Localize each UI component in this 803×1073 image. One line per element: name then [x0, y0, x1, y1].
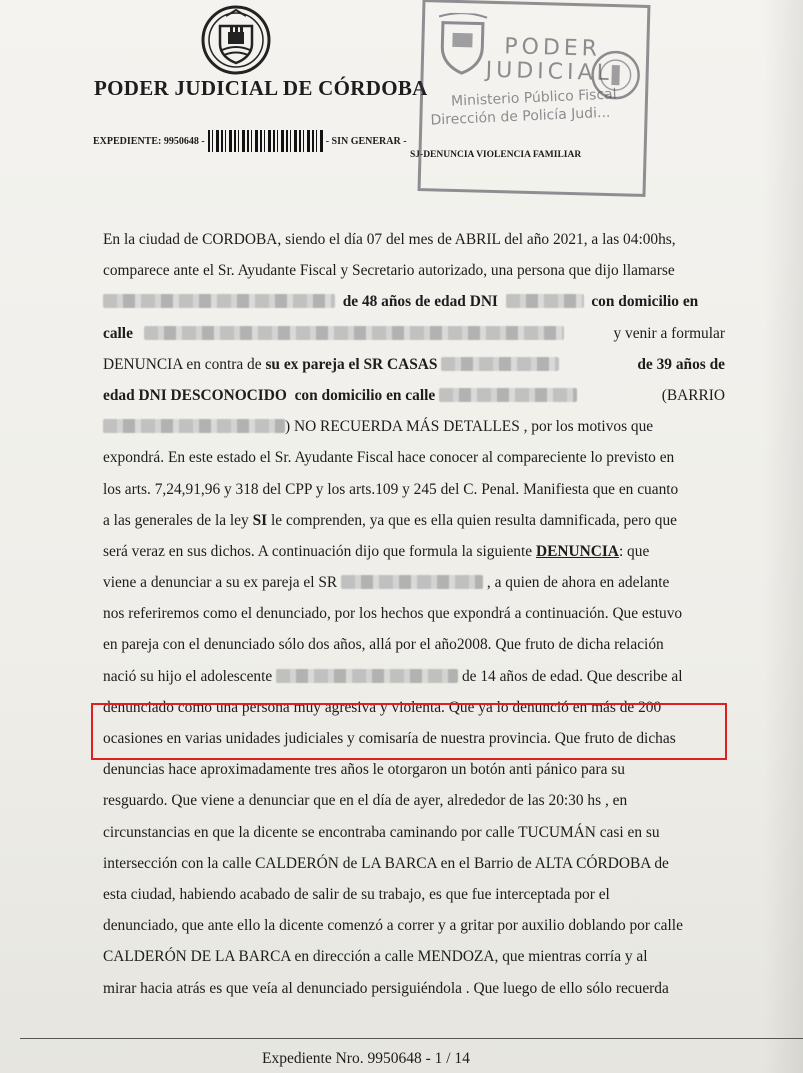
body-line: expondrá. En este estado el Sr. Ayudante Fiscal hace conocer al compareciente lo previsto en: [103, 449, 675, 467]
body-line: denuncias hace aproximadamente tres años le otorgaron un botón anti pánico para su: [103, 761, 625, 779]
expediente-type: SJ-DENUNCIA VIOLENCIA FAMILIAR: [410, 150, 582, 160]
redacted-name: [441, 357, 559, 371]
body-line: viene a denunciar a su ex pareja el SR , a quien de ahora en adelante: [103, 574, 670, 592]
stamp-emblem-icon: [434, 12, 492, 77]
stamp-line-3: Ministerio Público Fiscal: [450, 86, 617, 110]
expediente-status: - SIN GENERAR -: [325, 135, 407, 147]
cordoba-coat-of-arms-icon: [200, 4, 272, 76]
stamp-line-4: Dirección de Policía Judi...: [430, 104, 611, 129]
body-line: denunciado, que ante ello la dicente comenzó a correr y a gritar por auxilio doblando por calle: [103, 917, 683, 935]
body-line: intersección con la calle CALDERÓN de LA BARCA en el Barrio de ALTA CÓRDOBA de: [103, 854, 669, 872]
expediente-line: [93, 130, 407, 152]
highlight-box: [91, 703, 727, 760]
redacted-address: [439, 388, 577, 402]
body-line: esta ciudad, habiendo acabado de salir de su trabajo, es que fue interceptada por el: [103, 885, 610, 903]
body-line: CALDERÓN DE LA BARCA en dirección a calle MENDOZA, que mientras corría y al: [103, 948, 648, 966]
body-line: edad DNI DESCONOCIDO con domicilio en calle (BARRIO: [103, 386, 725, 404]
stamp-line-1: PODER: [504, 34, 602, 62]
body-line: nos referiremos como el denunciado, por los hechos que expondrá a continuación. Que estuvo: [103, 605, 683, 623]
redacted-dni: [506, 294, 584, 308]
redacted-neighborhood: [103, 419, 285, 433]
body-line: DENUNCIA en contra de su ex pareja el SR CASAS de 39 años de: [103, 355, 725, 373]
body-line-highlighted: denunciado como una persona muy agresiva y violenta. Que ya lo denunció en más de 200: [103, 698, 662, 716]
stamp-line-2: JUDICIAL: [485, 57, 614, 87]
footer-divider: [20, 1038, 803, 1039]
official-stamp: [418, 0, 651, 197]
organization-name: PODER JUDICIAL DE CÓRDOBA: [94, 76, 428, 100]
body-line: comparece ante el Sr. Ayudante Fiscal y Secretario autorizado, una persona que dijo llamarse: [103, 262, 675, 280]
body-line: En la ciudad de CORDOBA, siendo el día 07 del mes de ABRIL del año 2021, a las 04:00hs,: [103, 231, 676, 248]
body-line: será veraz en sus dichos. A continuación dijo que formula la siguiente DENUNCIA: que: [103, 542, 650, 560]
complaint-body: [103, 224, 725, 1004]
body-line-highlighted: ocasiones en varias unidades judiciales y comisaría de nuestra provincia. Que fruto de dichas: [103, 730, 676, 747]
body-line: en pareja con el denunciado sólo dos años, allá por el año2008. Que fruto de dicha relación: [103, 636, 664, 654]
redacted-name: [341, 575, 483, 589]
redacted-name: [103, 294, 335, 308]
expediente-label: EXPEDIENTE: 9950648 -: [93, 135, 205, 147]
page-edge-shadow: [763, 0, 803, 1073]
body-line: resguardo. Que viene a denunciar que en el día de ayer, alrededor de las 20:30 hs , en: [103, 792, 628, 810]
page-footer: Expediente Nro. 9950648 - 1 / 14: [262, 1050, 470, 1067]
body-line: los arts. 7,24,91,96 y 318 del CPP y los arts.109 y 245 del C. Penal. Manifiesta que en cuanto: [103, 480, 679, 498]
body-line: ) NO RECUERDA MÁS DETALLES , por los motivos que: [103, 411, 725, 442]
barcode-icon: [208, 130, 323, 152]
body-line: mirar hacia atrás es que veía al denunciado persiguiéndola . Que luego de ello sólo recuerda: [103, 979, 669, 997]
body-line: circunstancias en que la dicente se encontraba caminando por calle TUCUMÁN casi en su: [103, 823, 660, 841]
body-line: nació su hijo el adolescente de 14 años de edad. Que describe al: [103, 667, 683, 685]
body-line: calle y venir a formular: [103, 324, 725, 342]
redacted-address: [144, 326, 564, 340]
body-line: a las generales de la ley SI le comprenden, ya que es ella quien resulta damnificada, pero que: [103, 511, 677, 529]
body-line: de 48 años de edad DNI con domicilio en: [103, 286, 725, 317]
redacted-name: [276, 669, 458, 683]
